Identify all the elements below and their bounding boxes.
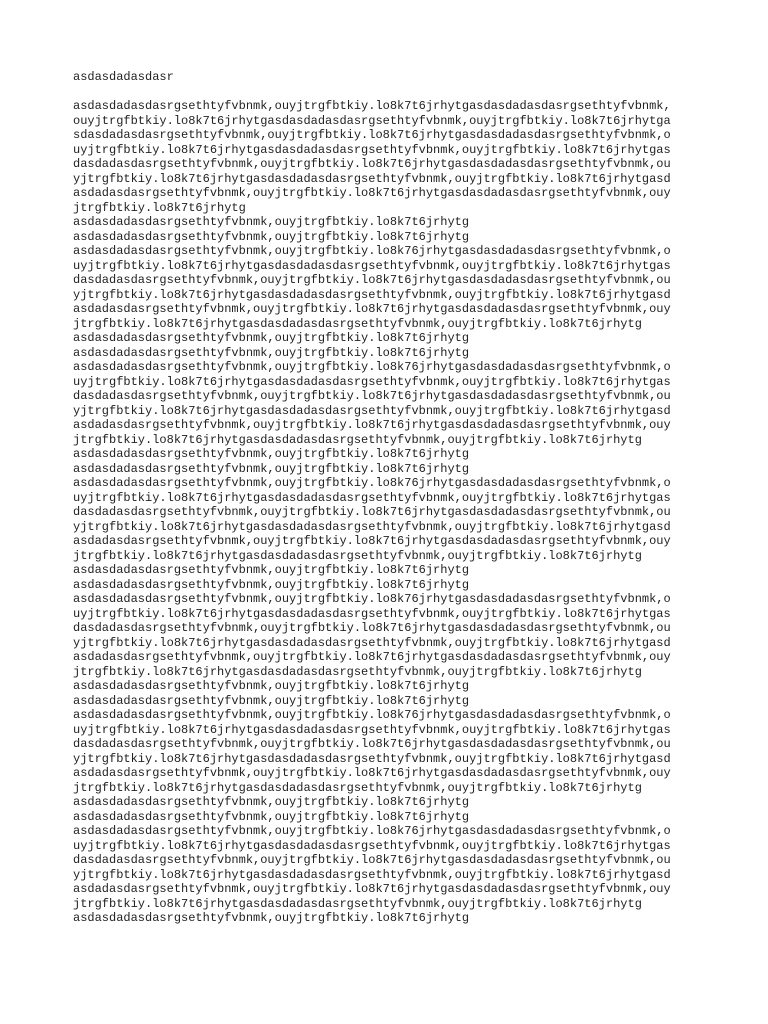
text-line: asdasdadasdasrgsethtyfvbnmk,ouyjtrgfbtkiy.lo8k7t6jrhytg	[73, 679, 470, 693]
text-line: asdadasdasrgsethtyfvbnmk,ouyjtrgfbtkiy.lo8k7t6jrhytgasdasdadasdasrgsethtyfvbnmk,ouy	[73, 650, 671, 664]
text-line: jtrgfbtkiy.lo8k7t6jrhytgasdasdadasdasrgsethtyfvbnmk,ouyjtrgfbtkiy.lo8k7t6jrhytg	[73, 780, 642, 795]
text-line: dasdadasdasrgsethtyfvbnmk,ouyjtrgfbtkiy.lo8k7t6jrhytgasdasdadasdasrgsethtyfvbnmk,ou	[73, 621, 671, 635]
text-line: yjtrgfbtkiy.lo8k7t6jrhytgasdasdadasdasrgsethtyfvbnmk,ouyjtrgfbtkiy.lo8k7t6jrhytgasd	[73, 635, 671, 650]
text-line: yjtrgfbtkiy.lo8k7t6jrhytgasdasdadasdasrgsethtyfvbnmk,ouyjtrgfbtkiy.lo8k7t6jrhytgasd	[73, 287, 671, 302]
text-line: asdasdadasdasrgsethtyfvbnmk,ouyjtrgfbtkiy.lo8k7t6jrhytg	[73, 577, 470, 592]
text-line: dasdadasdasrgsethtyfvbnmk,ouyjtrgfbtkiy.lo8k7t6jrhytgasdasdadasdasrgsethtyfvbnmk,ou	[73, 273, 671, 287]
text-line: yjtrgfbtkiy.lo8k7t6jrhytgasdasdadasdasrgsethtyfvbnmk,ouyjtrgfbtkiy.lo8k7t6jrhytgasd	[73, 751, 671, 766]
text-line: asdasdadasdasrgsethtyfvbnmk,ouyjtrgfbtkiy.lo8k76jrhytgasdasdadasdasrgsethtyfvbnmk,o	[73, 476, 671, 490]
text-line: uyjtrgfbtkiy.lo8k7t6jrhytgasdasdadasdasrgsethtyfvbnmk,ouyjtrgfbtkiy.lo8k7t6jrhytgas	[73, 142, 671, 157]
text-line: asdadasdasrgsethtyfvbnmk,ouyjtrgfbtkiy.lo8k7t6jrhytgasdasdadasdasrgsethtyfvbnmk,ouy	[73, 534, 671, 548]
text-line: asdasdadasdasrgsethtyfvbnmk,ouyjtrgfbtkiy.lo8k7t6jrhytg	[73, 447, 470, 461]
text-line: asdasdadasdasrgsethtyfvbnmk,ouyjtrgfbtkiy.lo8k7t6jrhytg	[73, 693, 470, 708]
document-body	[73, 99, 703, 926]
text-line: yjtrgfbtkiy.lo8k7t6jrhytgasdasdadasdasrgsethtyfvbnmk,ouyjtrgfbtkiy.lo8k7t6jrhytgasd	[73, 867, 671, 882]
text-line: asdasdadasdasrgsethtyfvbnmk,ouyjtrgfbtkiy.lo8k76jrhytgasdasdadasdasrgsethtyfvbnmk,o	[73, 824, 671, 838]
text-line: ouyjtrgfbtkiy.lo8k7t6jrhytgasdasdadasdasrgsethtyfvbnmk,ouyjtrgfbtkiy.lo8k7t6jrhytga	[73, 113, 671, 128]
text-line: asdasdadasdasrgsethtyfvbnmk,ouyjtrgfbtkiy.lo8k7t6jrhytg	[73, 911, 470, 925]
text-line: yjtrgfbtkiy.lo8k7t6jrhytgasdasdadasdasrgsethtyfvbnmk,ouyjtrgfbtkiy.lo8k7t6jrhytgasd	[73, 403, 671, 418]
text-line: asdasdadasdasrgsethtyfvbnmk,ouyjtrgfbtkiy.lo8k7t6jrhytg	[73, 229, 470, 244]
text-line: jtrgfbtkiy.lo8k7t6jrhytgasdasdadasdasrgsethtyfvbnmk,ouyjtrgfbtkiy.lo8k7t6jrhytg	[73, 664, 642, 679]
text-line: uyjtrgfbtkiy.lo8k7t6jrhytgasdasdadasdasrgsethtyfvbnmk,ouyjtrgfbtkiy.lo8k7t6jrhytgas	[73, 838, 671, 853]
text-line: uyjtrgfbtkiy.lo8k7t6jrhytgasdasdadasdasrgsethtyfvbnmk,ouyjtrgfbtkiy.lo8k7t6jrhytgas	[73, 258, 671, 273]
text-line: jtrgfbtkiy.lo8k7t6jrhytgasdasdadasdasrgsethtyfvbnmk,ouyjtrgfbtkiy.lo8k7t6jrhytg	[73, 548, 642, 563]
text-line: uyjtrgfbtkiy.lo8k7t6jrhytgasdasdadasdasrgsethtyfvbnmk,ouyjtrgfbtkiy.lo8k7t6jrhytgas	[73, 374, 671, 389]
text-line: jtrgfbtkiy.lo8k7t6jrhytgasdasdadasdasrgsethtyfvbnmk,ouyjtrgfbtkiy.lo8k7t6jrhytg	[73, 432, 642, 447]
text-line: asdadasdasrgsethtyfvbnmk,ouyjtrgfbtkiy.lo8k7t6jrhytgasdasdadasdasrgsethtyfvbnmk,ouy	[73, 302, 671, 316]
text-line: sdasdadasdasrgsethtyfvbnmk,ouyjtrgfbtkiy.lo8k7t6jrhytgasdasdadasdasrgsethtyfvbnmk,o	[73, 128, 671, 142]
document-title: asdasdadasdasr	[73, 70, 174, 84]
text-line: jtrgfbtkiy.lo8k7t6jrhytg	[73, 200, 246, 215]
text-line: uyjtrgfbtkiy.lo8k7t6jrhytgasdasdadasdasrgsethtyfvbnmk,ouyjtrgfbtkiy.lo8k7t6jrhytgas	[73, 722, 671, 737]
text-line: asdasdadasdasrgsethtyfvbnmk,ouyjtrgfbtkiy.lo8k76jrhytgasdasdadasdasrgsethtyfvbnmk,o	[73, 360, 671, 374]
text-line: asdadasdasrgsethtyfvbnmk,ouyjtrgfbtkiy.lo8k7t6jrhytgasdasdadasdasrgsethtyfvbnmk,ouy	[73, 186, 671, 200]
text-line: dasdadasdasrgsethtyfvbnmk,ouyjtrgfbtkiy.lo8k7t6jrhytgasdasdadasdasrgsethtyfvbnmk,ou	[73, 389, 671, 403]
text-line: asdasdadasdasrgsethtyfvbnmk,ouyjtrgfbtkiy.lo8k7t6jrhytg	[73, 795, 470, 809]
text-line: asdadasdasrgsethtyfvbnmk,ouyjtrgfbtkiy.lo8k7t6jrhytgasdasdadasdasrgsethtyfvbnmk,ouy	[73, 766, 671, 780]
text-line: dasdadasdasrgsethtyfvbnmk,ouyjtrgfbtkiy.lo8k7t6jrhytgasdasdadasdasrgsethtyfvbnmk,ou	[73, 737, 671, 751]
text-line: yjtrgfbtkiy.lo8k7t6jrhytgasdasdadasdasrgsethtyfvbnmk,ouyjtrgfbtkiy.lo8k7t6jrhytgasd	[73, 171, 671, 186]
text-line: asdasdadasdasrgsethtyfvbnmk,ouyjtrgfbtkiy.lo8k7t6jrhytgasdasdadasdasrgsethtyfvbnmk,	[73, 99, 671, 113]
text-line: yjtrgfbtkiy.lo8k7t6jrhytgasdasdadasdasrgsethtyfvbnmk,ouyjtrgfbtkiy.lo8k7t6jrhytgasd	[73, 519, 671, 534]
text-line: asdasdadasdasrgsethtyfvbnmk,ouyjtrgfbtkiy.lo8k76jrhytgasdasdadasdasrgsethtyfvbnmk,o	[73, 244, 671, 258]
text-line: asdasdadasdasrgsethtyfvbnmk,ouyjtrgfbtkiy.lo8k7t6jrhytg	[73, 809, 470, 824]
document-page	[73, 69, 703, 926]
text-line: asdasdadasdasrgsethtyfvbnmk,ouyjtrgfbtkiy.lo8k7t6jrhytg	[73, 461, 470, 476]
text-line: asdasdadasdasrgsethtyfvbnmk,ouyjtrgfbtkiy.lo8k7t6jrhytg	[73, 563, 470, 577]
text-line: jtrgfbtkiy.lo8k7t6jrhytgasdasdadasdasrgsethtyfvbnmk,ouyjtrgfbtkiy.lo8k7t6jrhytg	[73, 896, 642, 911]
text-line: dasdadasdasrgsethtyfvbnmk,ouyjtrgfbtkiy.lo8k7t6jrhytgasdasdadasdasrgsethtyfvbnmk,ou	[73, 157, 671, 171]
text-line: asdasdadasdasrgsethtyfvbnmk,ouyjtrgfbtkiy.lo8k7t6jrhytg	[73, 215, 470, 229]
text-line: asdadasdasrgsethtyfvbnmk,ouyjtrgfbtkiy.lo8k7t6jrhytgasdasdadasdasrgsethtyfvbnmk,ouy	[73, 882, 671, 896]
text-line: asdadasdasrgsethtyfvbnmk,ouyjtrgfbtkiy.lo8k7t6jrhytgasdasdadasdasrgsethtyfvbnmk,ouy	[73, 418, 671, 432]
text-line: asdasdadasdasrgsethtyfvbnmk,ouyjtrgfbtkiy.lo8k76jrhytgasdasdadasdasrgsethtyfvbnmk,o	[73, 592, 671, 606]
text-line: asdasdadasdasrgsethtyfvbnmk,ouyjtrgfbtkiy.lo8k7t6jrhytg	[73, 345, 470, 360]
text-line: dasdadasdasrgsethtyfvbnmk,ouyjtrgfbtkiy.lo8k7t6jrhytgasdasdadasdasrgsethtyfvbnmk,ou	[73, 853, 671, 867]
text-line: asdasdadasdasrgsethtyfvbnmk,ouyjtrgfbtkiy.lo8k76jrhytgasdasdadasdasrgsethtyfvbnmk,o	[73, 708, 671, 722]
text-line: uyjtrgfbtkiy.lo8k7t6jrhytgasdasdadasdasrgsethtyfvbnmk,ouyjtrgfbtkiy.lo8k7t6jrhytgas	[73, 490, 671, 505]
text-line: asdasdadasdasrgsethtyfvbnmk,ouyjtrgfbtkiy.lo8k7t6jrhytg	[73, 331, 470, 345]
text-line: jtrgfbtkiy.lo8k7t6jrhytgasdasdadasdasrgsethtyfvbnmk,ouyjtrgfbtkiy.lo8k7t6jrhytg	[73, 316, 642, 331]
text-line: uyjtrgfbtkiy.lo8k7t6jrhytgasdasdadasdasrgsethtyfvbnmk,ouyjtrgfbtkiy.lo8k7t6jrhytgas	[73, 606, 671, 621]
text-line: dasdadasdasrgsethtyfvbnmk,ouyjtrgfbtkiy.lo8k7t6jrhytgasdasdadasdasrgsethtyfvbnmk,ou	[73, 505, 671, 519]
